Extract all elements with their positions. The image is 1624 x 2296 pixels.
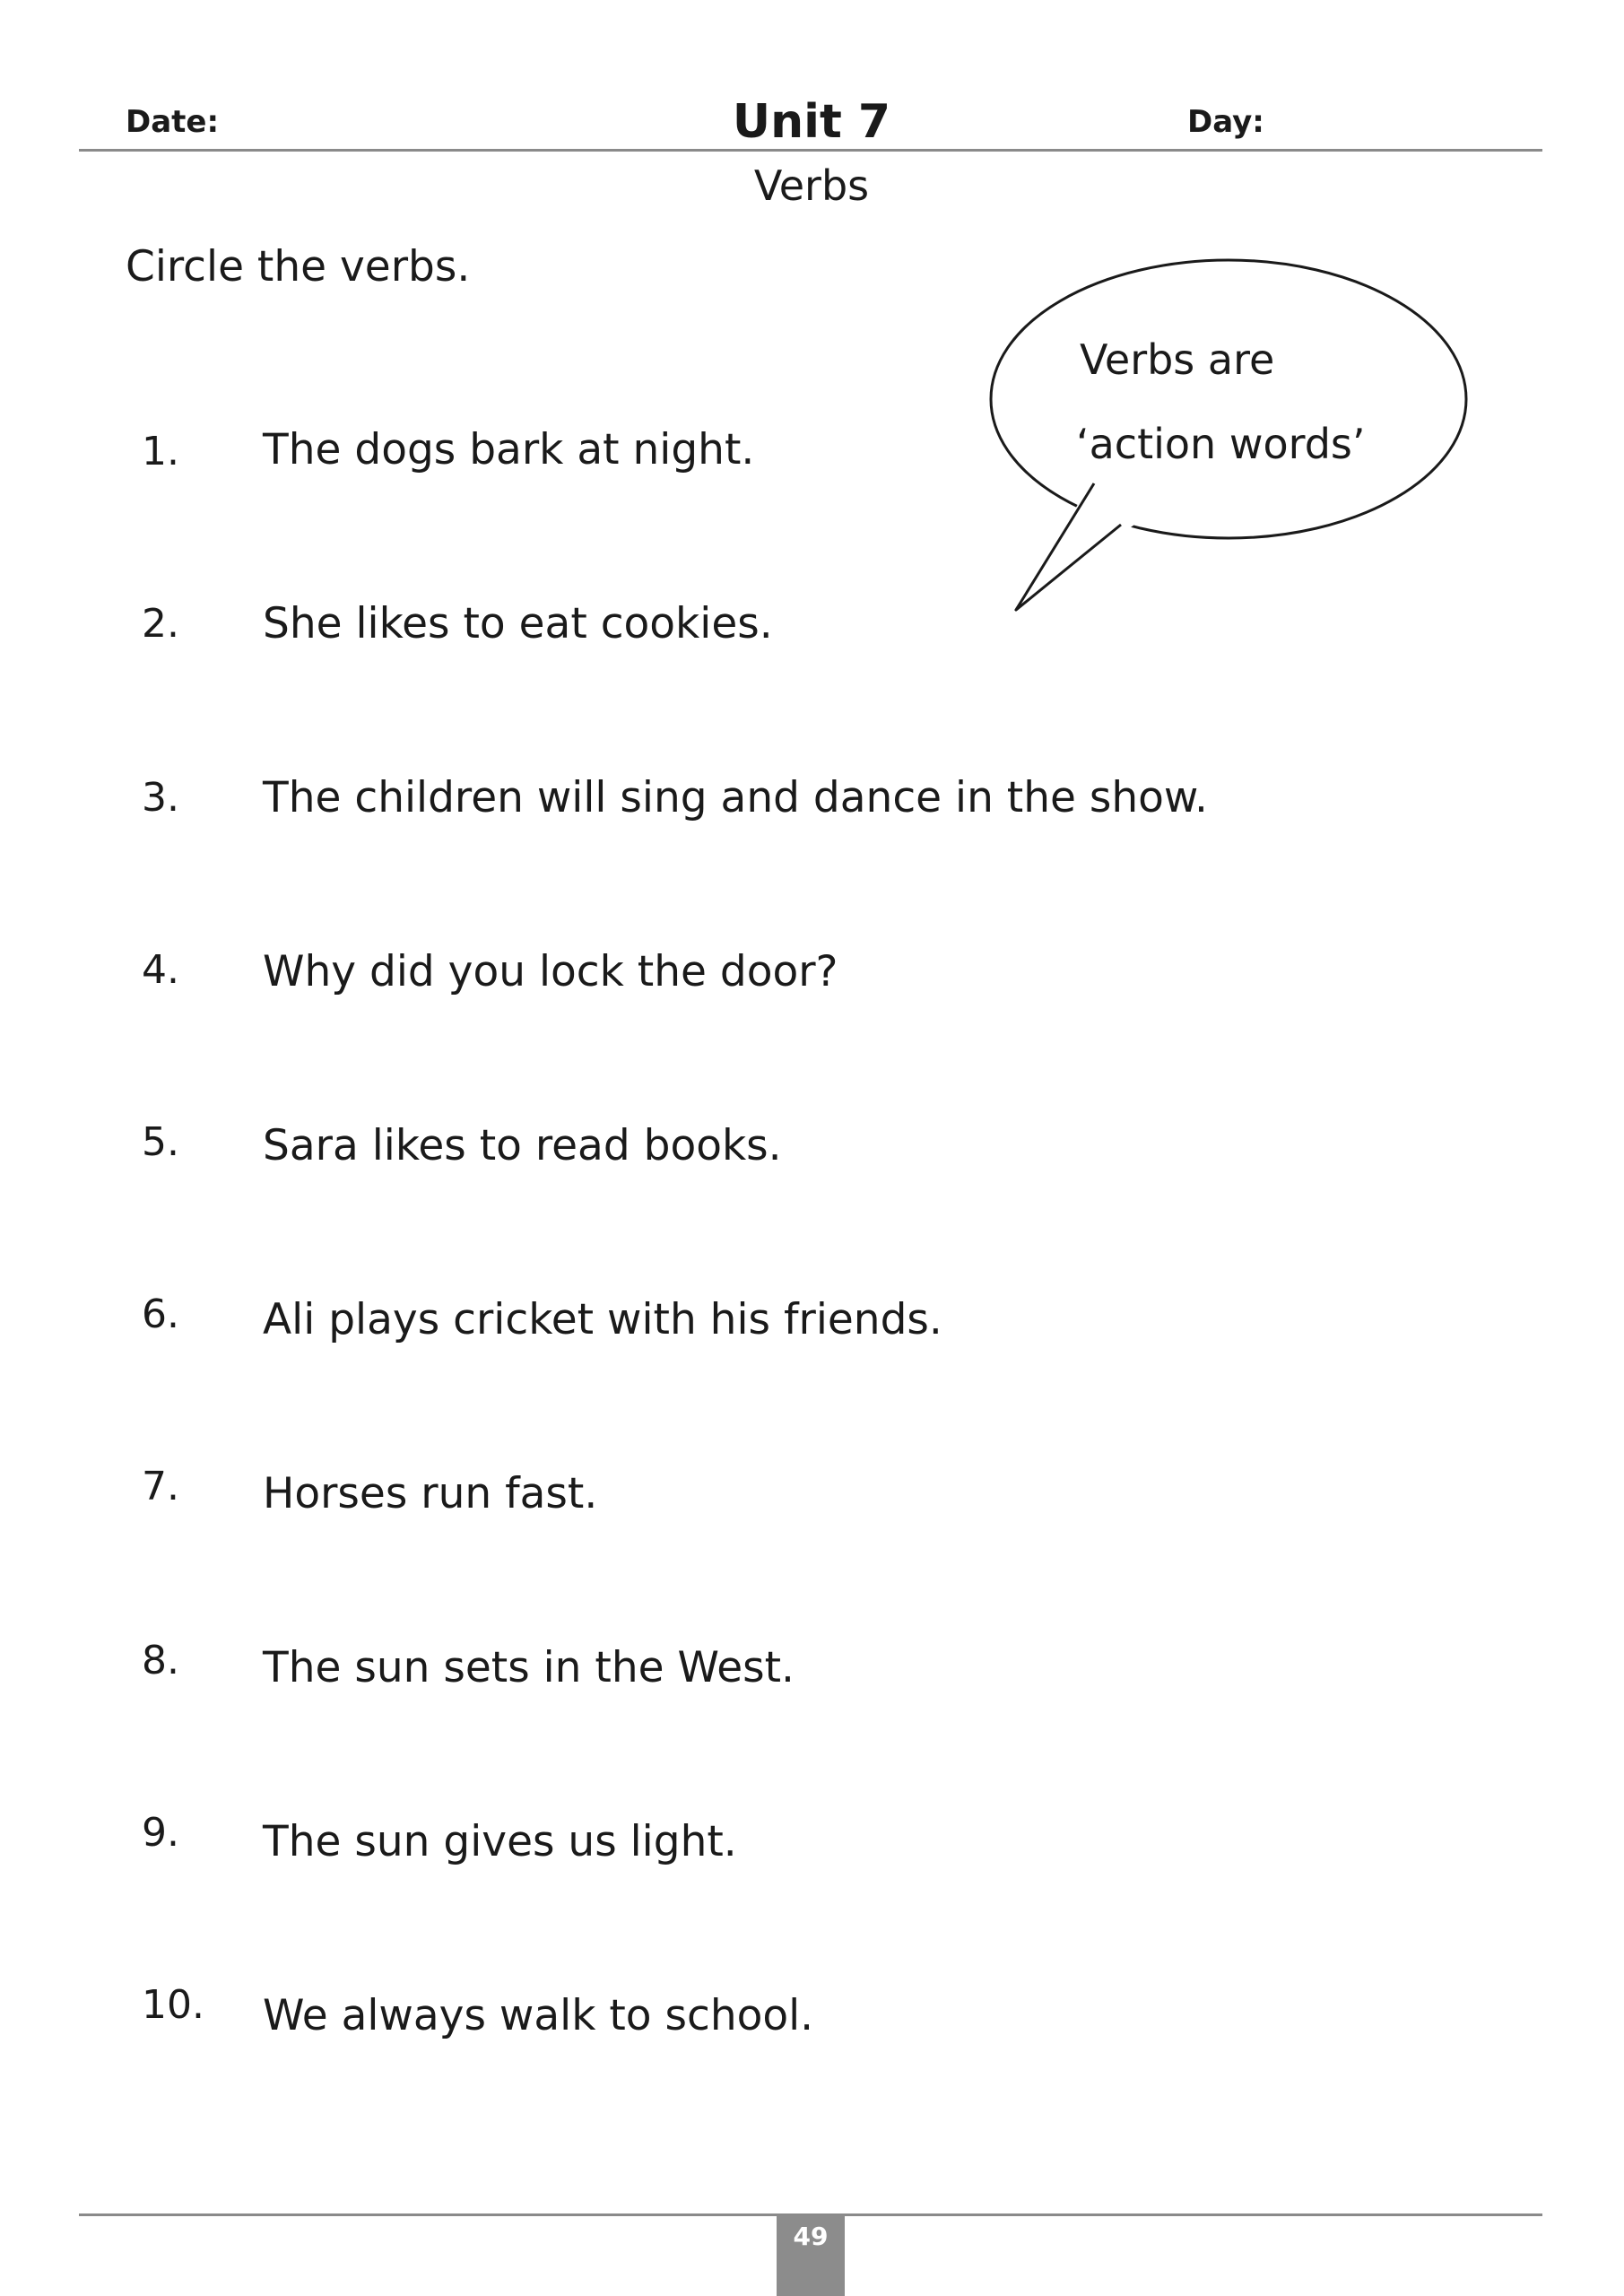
- item-number: 6.: [142, 1292, 179, 1337]
- item-sentence: She likes to eat cookies.: [263, 599, 773, 648]
- day-label: Day:: [1187, 104, 1264, 140]
- item-sentence: The sun sets in the West.: [263, 1643, 795, 1692]
- item-number: 2.: [142, 601, 179, 647]
- unit-title: Unit 7: [732, 95, 891, 149]
- item-sentence: Horses run fast.: [263, 1469, 598, 1518]
- item-number: 5.: [142, 1119, 179, 1165]
- topic-title: Verbs: [753, 161, 870, 210]
- page-number: 49: [777, 2215, 845, 2296]
- header-rule: [79, 149, 1542, 152]
- item-sentence: The sun gives us light.: [263, 1817, 737, 1866]
- instruction-text: Circle the verbs.: [126, 242, 471, 291]
- item-number: 9.: [142, 1810, 179, 1856]
- item-number: 3.: [142, 775, 179, 821]
- item-sentence: Ali plays cricket with his friends.: [263, 1295, 942, 1344]
- item-sentence: The dogs bark at night.: [263, 425, 755, 474]
- date-label: Date:: [126, 104, 220, 140]
- item-number: 4.: [142, 947, 179, 993]
- item-sentence: The children will sing and dance in the show.: [263, 773, 1208, 822]
- bubble-line-1: Verbs are: [1080, 335, 1275, 384]
- item-sentence: Sara likes to read books.: [263, 1121, 782, 1170]
- item-sentence: We always walk to school.: [263, 1991, 814, 2040]
- item-number: 1.: [142, 429, 179, 474]
- bubble-line-2: ‘action words’: [1076, 420, 1366, 468]
- item-number: 7.: [142, 1464, 179, 1509]
- item-number: 10.: [142, 1982, 204, 2028]
- item-number: 8.: [142, 1638, 179, 1683]
- item-sentence: Why did you lock the door?: [263, 947, 838, 996]
